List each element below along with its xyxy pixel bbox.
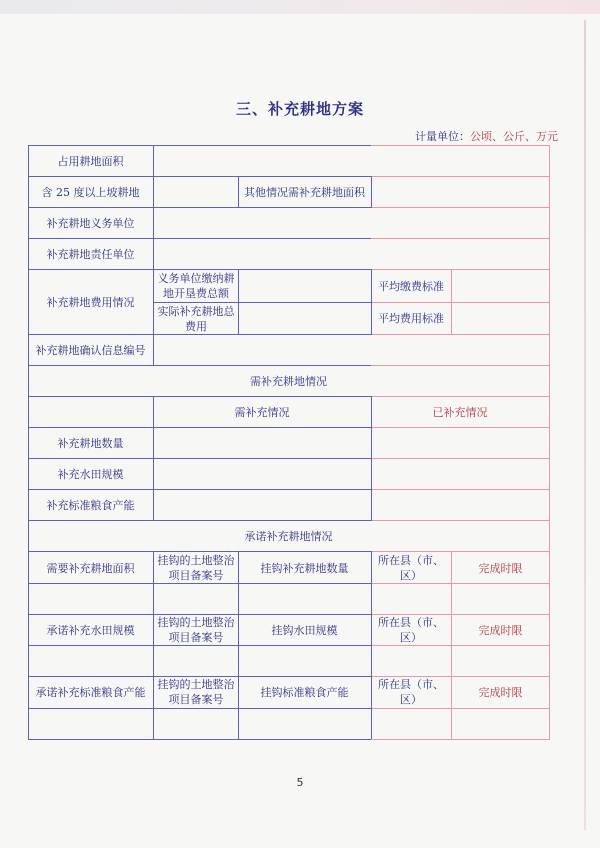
- label-commit-grain: 承诺补充标准粮食产能: [35, 685, 146, 699]
- page-edge-right: [584, 20, 586, 830]
- label-land-quantity: 补充耕地数量: [57, 436, 124, 450]
- label-need-area: 需要补充耕地面积: [46, 561, 135, 575]
- grid-hline-red: [371, 458, 550, 459]
- grid-vline: [371, 176, 372, 208]
- grid-hline-red: [371, 334, 550, 335]
- unit-label: 计量单位：: [415, 130, 470, 143]
- page-title: 三、补充耕地方案: [235, 100, 364, 118]
- grid-hline-red: [371, 489, 550, 490]
- page-number: 5: [296, 776, 304, 789]
- label-avg-cost-std: 平均费用标准: [378, 312, 444, 325]
- label-project-no-2: 挂钩的土地整治项目备案号: [157, 616, 235, 644]
- grid-hline: [28, 739, 371, 740]
- label-other-area: 其他情况需补充耕地面积: [244, 185, 365, 199]
- label-occupied-area: 占用耕地面积: [57, 154, 124, 168]
- label-slope-25: 含 25 度以上坡耕地: [41, 185, 140, 199]
- label-paddy-scale: 补充水田规模: [57, 467, 124, 481]
- grid-hline-red: [371, 176, 550, 177]
- label-county-2: 所在县（市、区）: [378, 616, 444, 644]
- section-need-title: 需补充耕地情况: [250, 374, 327, 388]
- label-grain-capacity: 补充标准粮食产能: [46, 498, 135, 512]
- grid-hline-red: [371, 708, 550, 709]
- label-obligation-unit: 补充耕地义务单位: [46, 216, 135, 230]
- label-responsible-unit: 补充耕地责任单位: [46, 247, 135, 261]
- grid-hline-red: [371, 145, 550, 146]
- grid-hline-red: [371, 238, 550, 239]
- grid-hline-red: [371, 207, 550, 208]
- label-actual-fee-total: 实际补充耕地总费用: [157, 304, 235, 333]
- grid-vline: [238, 269, 239, 335]
- label-linked-paddy: 挂钩水田规模: [271, 623, 338, 637]
- grid-hline-red: [371, 427, 550, 428]
- grid-vline-red: [451, 269, 452, 335]
- label-project-no-1: 挂钩的土地整治项目备案号: [157, 554, 235, 582]
- unit-note: [415, 128, 558, 144]
- grid-hline-red: [371, 739, 550, 740]
- label-deadline-1: 完成时限: [478, 561, 523, 575]
- label-fee-paid-total: 义务单位缴纳耕地开垦费总额: [157, 272, 235, 300]
- label-county-3: 所在县（市、区）: [378, 678, 444, 706]
- label-deadline-2: 完成时限: [478, 623, 523, 637]
- label-linked-grain: 挂钩标准粮食产能: [260, 685, 349, 699]
- unit-values: 公顷、公斤、万元: [470, 130, 558, 143]
- label-commit-paddy: 承诺补充水田规模: [46, 623, 135, 637]
- label-project-no-3: 挂钩的土地整治项目备案号: [157, 678, 235, 706]
- label-linked-quantity: 挂钩补充耕地数量: [260, 561, 349, 575]
- section-commit-title: 承诺补充耕地情况: [244, 529, 333, 543]
- col-done: 已补充情况: [432, 405, 488, 419]
- col-need: 需补充情况: [234, 405, 290, 419]
- label-county-1: 所在县（市、区）: [378, 554, 444, 582]
- grid-hline: [28, 708, 371, 709]
- grid-vline-right: [549, 145, 550, 739]
- label-confirm-no: 补充耕地确认信息编号: [35, 343, 146, 357]
- label-deadline-3: 完成时限: [478, 685, 523, 699]
- label-fee-status: 补充耕地费用情况: [46, 295, 135, 309]
- page-edge-tint: [0, 0, 600, 14]
- label-avg-fee-std: 平均缴费标准: [378, 279, 444, 293]
